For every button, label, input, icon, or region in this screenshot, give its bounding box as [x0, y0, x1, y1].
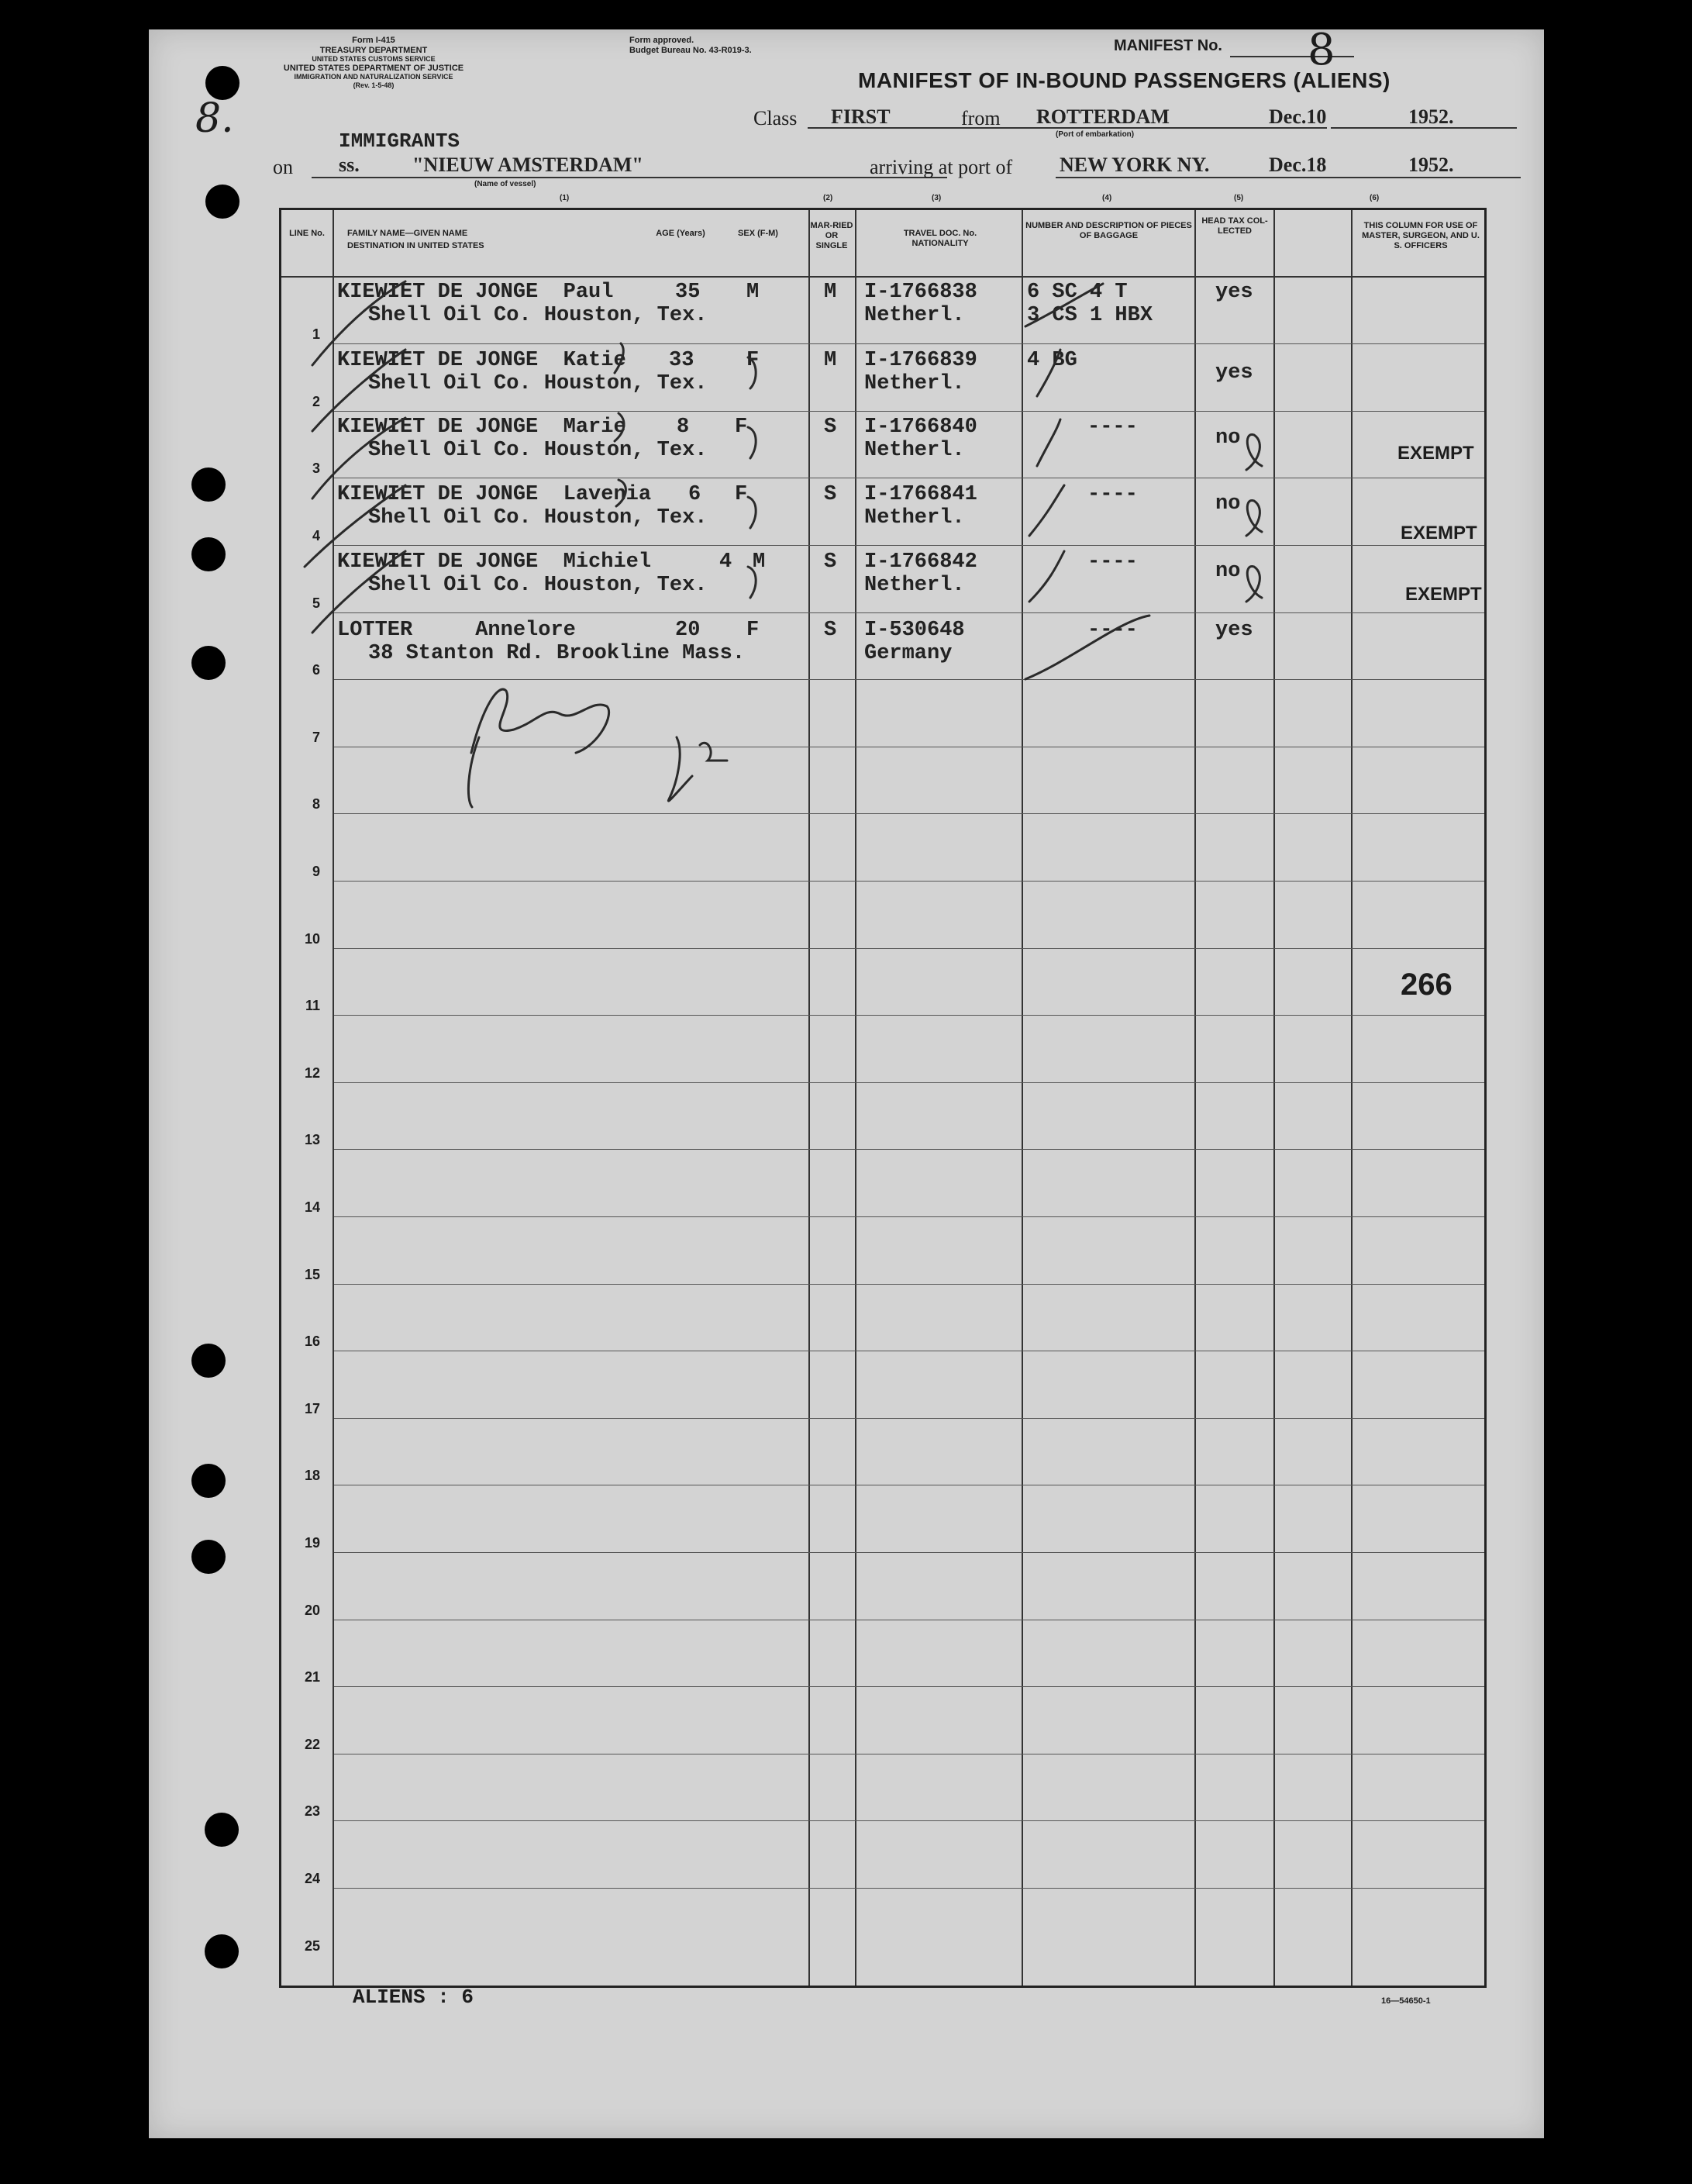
passenger-head-tax: yes: [1215, 619, 1253, 642]
arriving-date: Dec.18: [1269, 154, 1327, 176]
officer-note: EXEMPT: [1401, 523, 1477, 543]
col-number-6: (6): [1370, 194, 1380, 202]
binder-hole: [205, 1813, 239, 1847]
col-number-5: (5): [1234, 194, 1244, 202]
passenger-age: 35: [675, 281, 701, 304]
passenger-name: KIEWIET DE JONGE Marie: [337, 416, 626, 439]
print-code: 16—54650-1: [1381, 1996, 1431, 2006]
form-number: Form I-415: [352, 36, 395, 45]
passenger-name: KIEWIET DE JONGE Katie: [337, 349, 626, 372]
passenger-sex: F: [735, 483, 748, 506]
line-number: 12: [304, 1065, 320, 1081]
line-number: 3: [312, 461, 320, 476]
arriving-line: [1056, 177, 1521, 178]
stamp-number: 266: [1401, 968, 1453, 1002]
passenger-age: 33: [669, 349, 694, 372]
line-number: 20: [304, 1603, 320, 1618]
passenger-head-tax: no: [1215, 560, 1241, 583]
binder-hole: [191, 646, 226, 680]
line-number: 19: [304, 1535, 320, 1551]
passenger-marital: M: [824, 349, 837, 372]
passenger-destination: Shell Oil Co. Houston, Tex.: [368, 506, 708, 530]
header-baggage: NUMBER AND DESCRIPTION OF PIECES OF BAGGAGE: [1025, 221, 1192, 241]
passenger-doc: I-1766842: [864, 550, 977, 574]
header-head-tax: HEAD TAX COL-LECTED: [1201, 216, 1268, 236]
passenger-age: 6: [688, 483, 701, 506]
passenger-head-tax: no: [1215, 426, 1241, 450]
passenger-age: 20: [675, 619, 701, 642]
passenger-baggage: ----: [1087, 483, 1138, 506]
passenger-doc: I-1766838: [864, 281, 977, 304]
passenger-destination: Shell Oil Co. Houston, Tex.: [368, 304, 708, 327]
line-number: 13: [304, 1132, 320, 1147]
rev-label: (Rev. 1-5-48): [353, 81, 395, 89]
treasury-label: TREASURY DEPARTMENT: [319, 45, 428, 55]
margin-mark: 8.: [195, 95, 234, 142]
ins-label: IMMIGRATION AND NATURALIZATION SERVICE: [294, 73, 453, 81]
form-agency-block: [257, 36, 490, 89]
line-number: 21: [304, 1669, 320, 1685]
vessel-caption: (Name of vessel): [474, 180, 536, 188]
line-number: 15: [304, 1267, 320, 1282]
passenger-name: KIEWIET DE JONGE Michiel: [337, 550, 652, 574]
passenger-marital: S: [824, 416, 837, 439]
binder-hole: [205, 185, 239, 219]
binder-hole: [205, 1934, 239, 1968]
handwriting-marks: [281, 210, 1484, 1986]
binder-hole: [191, 537, 226, 571]
vessel-prefix: ss.: [339, 154, 360, 176]
col-number-3: (3): [932, 194, 942, 202]
passenger-baggage: 6 SC 4 T: [1027, 281, 1128, 304]
immigrants-label: [339, 129, 460, 153]
passenger-sex: F: [735, 416, 748, 439]
passenger-destination: Shell Oil Co. Houston, Tex.: [368, 439, 708, 462]
page-title: MANIFEST OF IN-BOUND PASSENGERS (ALIENS): [858, 68, 1390, 92]
vessel-name: "NIEUW AMSTERDAM": [412, 154, 643, 176]
binder-hole: [191, 1344, 226, 1378]
binder-hole: [191, 1540, 226, 1574]
line-number: 16: [304, 1334, 320, 1349]
passenger-baggage: 3 CS 1 HBX: [1027, 304, 1153, 327]
header-officers: THIS COLUMN FOR USE OF MASTER, SURGEON, AND U. S. OFFICERS: [1362, 221, 1480, 251]
header-travel-doc: TRAVEL DOC. No. NATIONALITY: [903, 229, 977, 249]
passenger-head-tax: yes: [1215, 361, 1253, 385]
passenger-destination: Shell Oil Co. Houston, Tex.: [368, 372, 708, 395]
immigrants-text: IMMIGRANTS: [339, 129, 460, 153]
manifest-no-label: MANIFEST No.: [1114, 37, 1222, 54]
passenger-age: 8: [677, 416, 690, 439]
header-line-no: LINE No.: [289, 229, 325, 238]
passenger-marital: S: [824, 483, 837, 506]
header-married: MAR-RIED OR SINGLE: [810, 221, 853, 251]
line-number: 2: [312, 394, 320, 409]
manifest-page: [149, 25, 1544, 2138]
line-number: 7: [312, 730, 320, 745]
col-number-1: (1): [560, 194, 570, 202]
class-label: Class: [753, 107, 798, 129]
binder-hole: [191, 468, 226, 502]
approved-label: Form approved.: [629, 36, 694, 45]
passenger-baggage: 4 BG: [1027, 349, 1077, 372]
arriving-year: 1952.: [1408, 154, 1454, 176]
arriving-port: NEW YORK NY.: [1060, 154, 1210, 176]
manifest-no-value: 8: [1308, 25, 1335, 75]
passenger-marital: M: [824, 281, 837, 304]
form-approval: [629, 36, 752, 55]
passenger-nationality: Germany: [864, 642, 953, 665]
passenger-sex: M: [753, 550, 766, 574]
line-number: 11: [305, 998, 320, 1013]
line-number: 14: [304, 1199, 320, 1215]
line-number: 18: [304, 1468, 320, 1483]
passenger-sex: F: [746, 619, 760, 642]
passenger-baggage: ----: [1087, 619, 1138, 642]
officer-note: EXEMPT: [1397, 443, 1474, 464]
header-destination: DESTINATION IN UNITED STATES: [347, 241, 484, 250]
class-value: FIRST: [831, 105, 891, 128]
passenger-sex: M: [746, 281, 760, 304]
col-number-4: (4): [1102, 194, 1112, 202]
passenger-destination: 38 Stanton Rd. Brookline Mass.: [368, 642, 746, 665]
line-number: 22: [304, 1737, 320, 1752]
passenger-age: 4: [719, 550, 732, 574]
line-number: 24: [304, 1871, 320, 1886]
passenger-name: LOTTER Annelore: [337, 619, 576, 642]
port-caption: (Port of embarkation): [1056, 130, 1135, 139]
manifest-no-line: [1230, 56, 1354, 57]
customs-label: UNITED STATES CUSTOMS SERVICE: [312, 55, 436, 64]
line-number: 9: [312, 864, 320, 879]
line-number: 10: [304, 931, 320, 947]
line-number: 23: [304, 1803, 320, 1819]
aliens-total: ALIENS : 6: [353, 1986, 474, 2009]
from-value: ROTTERDAM: [1036, 105, 1170, 128]
col-number-2: (2): [823, 194, 833, 202]
passenger-table: [279, 208, 1487, 1988]
header-age: AGE (Years): [656, 229, 705, 238]
passenger-baggage: ----: [1087, 416, 1138, 439]
line-number: 6: [312, 662, 320, 678]
passenger-name: KIEWIET DE JONGE Paul: [337, 281, 614, 304]
passenger-marital: S: [824, 619, 837, 642]
passenger-nationality: Netherl.: [864, 304, 965, 327]
line-number: 4: [312, 528, 320, 543]
passenger-nationality: Netherl.: [864, 372, 965, 395]
passenger-head-tax: yes: [1215, 281, 1253, 304]
header-sex: SEX (F-M): [738, 229, 778, 238]
passenger-doc: I-1766839: [864, 349, 977, 372]
from-label: from: [961, 107, 1001, 129]
passenger-nationality: Netherl.: [864, 439, 965, 462]
passenger-nationality: Netherl.: [864, 574, 965, 597]
passenger-nationality: Netherl.: [864, 506, 965, 530]
header-family-name: FAMILY NAME—GIVEN NAME: [347, 229, 468, 238]
passenger-doc: I-1766840: [864, 416, 977, 439]
passenger-sex: F: [746, 349, 760, 372]
doj-label: UNITED STATES DEPARTMENT OF JUSTICE: [283, 63, 464, 73]
from-year: 1952.: [1408, 105, 1454, 128]
passenger-baggage: ----: [1087, 550, 1138, 574]
line-number: 8: [312, 796, 320, 812]
arriving-label: arriving at port of: [870, 156, 1013, 178]
passenger-name: KIEWIET DE JONGE Lavenia: [337, 483, 652, 506]
officer-note: EXEMPT: [1405, 584, 1482, 605]
passenger-destination: Shell Oil Co. Houston, Tex.: [368, 574, 708, 597]
passenger-doc: I-1766841: [864, 483, 977, 506]
line-number: 1: [312, 326, 320, 342]
vessel-line: [312, 177, 947, 178]
line-number: 17: [304, 1401, 320, 1416]
passenger-doc: I-530648: [864, 619, 965, 642]
from-date: Dec.10: [1269, 105, 1327, 128]
binder-hole: [191, 1464, 226, 1498]
budget-label: Budget Bureau No. 43-R019-3.: [629, 45, 752, 55]
passenger-marital: S: [824, 550, 837, 574]
on-label: on: [273, 156, 293, 178]
passenger-head-tax: no: [1215, 492, 1241, 516]
line-number: 25: [304, 1938, 320, 1954]
line-number: 5: [312, 595, 320, 611]
